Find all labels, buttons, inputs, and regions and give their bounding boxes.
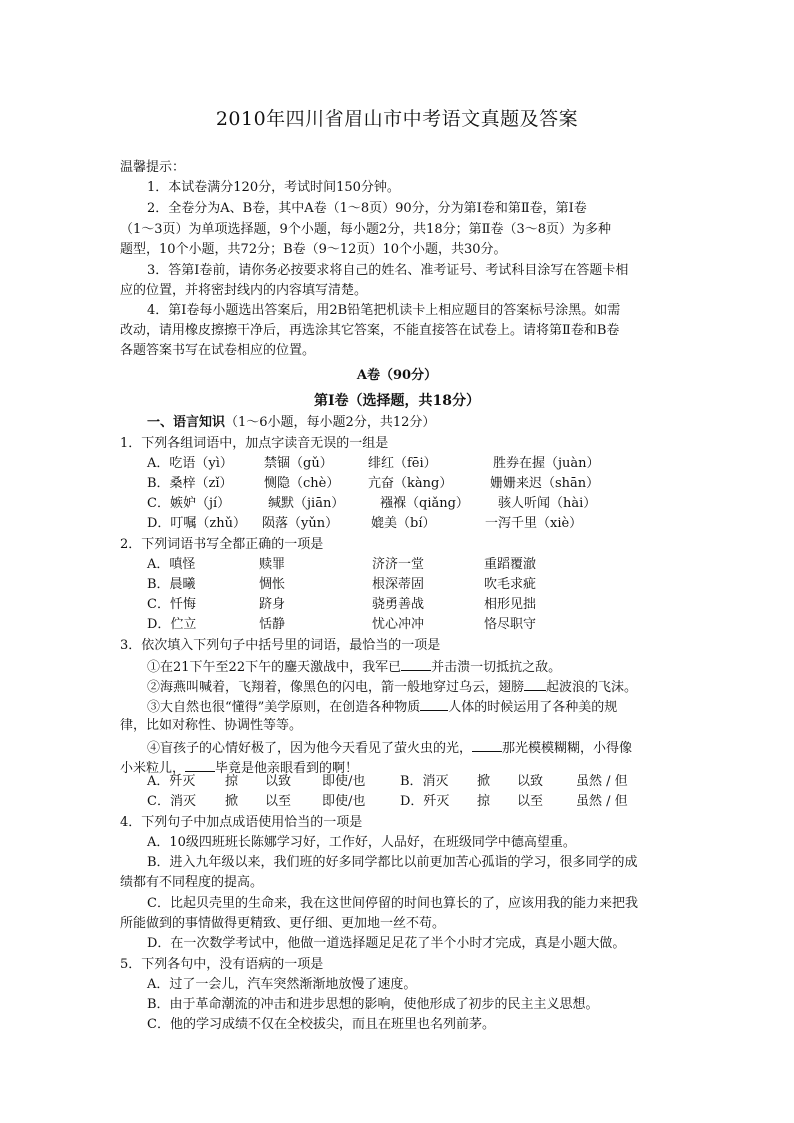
sentence-text: 人体的时候运用了各种美的规 <box>448 700 618 715</box>
sentence-text: 小米粒儿， <box>120 761 186 776</box>
q4-option-c: C．比起贝壳里的生命来，我在这世间停留的时间也算长的了，应该用我的能力来把我 <box>147 896 638 911</box>
subheading-bold: 一、语言知识 <box>147 415 226 430</box>
q2-option-a: A．嗔怪 <box>147 557 196 572</box>
fill-blank <box>524 676 546 691</box>
subheading-rest: （1～6小题，每小题2分，共12分） <box>225 415 436 430</box>
section-a-heading: A卷（90分） <box>356 368 438 383</box>
sentence-text: 起波浪的飞沫。 <box>546 680 638 695</box>
question-2-stem: 2．下列词语书写全都正确的一项是 <box>120 537 324 552</box>
q2-word: 骁勇善战 <box>372 597 425 612</box>
notice-line: 1．本试卷满分120分，考试时间150分钟。 <box>147 180 400 195</box>
q1-word: 陨落（yǔn） <box>262 516 339 531</box>
q1-word: 绯红（fēi） <box>368 456 437 471</box>
q1-word: 襁褓（qiǎng） <box>380 496 469 511</box>
question-3-stem: 3．依次填入下列句子中括号里的词语，最恰当的一项是 <box>120 638 441 653</box>
fill-blank <box>185 757 215 772</box>
q3-word: 掀 <box>477 774 491 789</box>
page-title: 2010年四川省眉山市中考语文真题及答案 <box>215 108 579 130</box>
q2-word: 根深蒂固 <box>372 577 425 592</box>
q3-word: 虽然 / 但 <box>576 774 628 789</box>
sentence-text: 并击溃一切抵抗之敌。 <box>431 660 562 675</box>
q4-option-d: D．在一次数学考试中，他做一道选择题足足花了半个小时才完成，真是小题大做。 <box>147 936 626 951</box>
q3-sentence-1 <box>147 656 561 678</box>
q2-word: 恪尽职守 <box>484 617 537 632</box>
notice-line: 改动，请用橡皮擦擦干净后，再选涂其它答案，不能直接答在试卷上。请将第Ⅱ卷和B卷 <box>120 323 620 338</box>
fill-blank <box>472 737 502 752</box>
q2-option-c: C．忏悔 <box>147 597 196 612</box>
q3-word: 即使/也 <box>322 794 366 809</box>
question-5-stem: 5．下列各句中，没有语病的一项是 <box>120 957 324 972</box>
q1-word: 一泻千里（xiè） <box>485 516 583 531</box>
notice-line: （1～3页）为单项选择题，9个小题，每小题2分，共18分；第Ⅱ卷（3～8页）为多种 <box>120 222 612 237</box>
sentence-text: ①在21下午至22下午的鏖天激战中，我军已 <box>147 660 402 675</box>
sentence-text: 毕竟是他亲眼看到的啊！ <box>215 761 359 776</box>
q1-option-c: C．嫉妒（jí） <box>147 496 231 511</box>
question-1-stem: 1．下列各组词语中，加点字读音无误的一组是 <box>120 436 389 451</box>
q2-word: 恬静 <box>259 617 286 632</box>
q2-word: 赎罪 <box>259 557 286 572</box>
q3-word: 即使/也 <box>322 774 366 789</box>
q2-option-d: D．伫立 <box>147 617 197 632</box>
q3-word: 以至 <box>517 794 544 809</box>
q1-word: 缄默（jiān） <box>268 496 345 511</box>
sentence-text: ②海燕叫喊着，飞翔着，像黑色的闪电，箭一般地穿过乌云，翅膀 <box>147 680 525 695</box>
part1-heading: 第Ⅰ卷（选择题，共18分） <box>313 393 481 409</box>
q3-option-d: D．歼灭 <box>400 794 450 809</box>
q3-word: 掠 <box>477 794 491 809</box>
q2-word: 惆怅 <box>259 577 286 592</box>
q2-word: 重蹈覆澈 <box>484 557 537 572</box>
notice-line: 3．答第Ⅰ卷前，请你务必按要求将自己的姓名、准考证号、考试科目涂写在答题卡相 <box>147 263 629 278</box>
q1-word: 亢奋（kàng） <box>368 476 453 491</box>
q1-word: 恻隐（chè） <box>264 476 340 491</box>
q5-option-b: B．由于革命潮流的冲击和进步思想的影响，使他形成了初步的民主主义思想。 <box>147 997 599 1012</box>
q3-sentence-3-cont: 律，比如对称性、协调性等等。 <box>120 718 303 733</box>
q1-word: 胜券在握（juàn） <box>493 456 600 471</box>
q1-option-a: A．吃语（yì） <box>147 456 233 471</box>
q2-word: 忧心冲冲 <box>372 617 425 632</box>
q1-option-d: D．叮嘱（zhǔ） <box>147 516 247 531</box>
q4-option-b: B．进入九年级以来，我们班的好多同学都比以前更加苦心孤诣的学习，很多同学的成 <box>147 855 638 870</box>
fill-blank <box>420 696 448 711</box>
q3-word: 掠 <box>225 774 239 789</box>
part1-subheading <box>147 413 435 433</box>
notice-label: 温馨提示： <box>120 160 186 175</box>
q2-word: 济济一堂 <box>372 557 425 572</box>
q3-word: 以致 <box>517 774 544 789</box>
notice-line: 题型，10个小题，共72分；B卷（9～12页）10个小题，共30分。 <box>120 242 507 257</box>
q1-word: 媲美（bí） <box>371 516 436 531</box>
notice-line: 各题答案书写在试卷相应的位置。 <box>120 343 316 358</box>
q3-sentence-4 <box>147 737 632 759</box>
q3-option-b: B．消灭 <box>400 774 449 789</box>
q5-option-c: C．他的学习成绩不仅在全校拔尖，而且在班里也名列前茅。 <box>147 1017 495 1032</box>
q1-option-b: B．桑梓（zǐ） <box>147 476 233 491</box>
q1-word: 骇人听闻（hài） <box>498 496 597 511</box>
q3-word: 掀 <box>225 794 239 809</box>
question-4-stem: 4．下列句子中加点成语使用恰当的一项是 <box>120 815 363 830</box>
sentence-text: ③大自然也很“懂得”美学原则，在创造各种物质 <box>147 700 421 715</box>
q4-option-c-cont: 所能做到的事情做得更精致、更仔细、更加地一丝不苟。 <box>120 916 446 931</box>
q2-option-b: B．晨曦 <box>147 577 196 592</box>
q1-word: 姗姗来迟（shān） <box>490 476 600 491</box>
q3-option-a: A．歼灭 <box>147 774 196 789</box>
q3-word: 以至 <box>265 794 292 809</box>
sentence-text: ④盲孩子的心情好极了，因为他今天看见了萤火虫的光， <box>147 741 473 756</box>
q5-option-a: A．过了一会儿，汽车突然渐渐地放慢了速度。 <box>147 977 417 992</box>
notice-line: 应的位置，并将密封线内的内容填写清楚。 <box>120 283 368 298</box>
q2-word: 相形见拙 <box>484 597 537 612</box>
q4-option-b-cont: 绩都有不同程度的提高。 <box>120 875 264 890</box>
notice-line: 4．第Ⅰ卷每小题选出答案后，用2B铅笔把机读卡上相应题目的答案标号涂黑。如需 <box>147 303 621 318</box>
fill-blank <box>401 656 431 671</box>
q3-option-c: C．消灭 <box>147 794 196 809</box>
sentence-text: 那光模模糊糊，小得像 <box>502 741 633 756</box>
q2-word: 吹毛求疵 <box>484 577 537 592</box>
q1-word: 禁锢（gǔ） <box>264 456 333 471</box>
q3-word: 以致 <box>265 774 292 789</box>
q3-sentence-3 <box>147 696 617 718</box>
q3-word: 虽然 / 但 <box>576 794 628 809</box>
q4-option-a: A．10级四班班长陈娜学习好，工作好，人品好，在班级同学中德高望重。 <box>147 835 576 850</box>
q2-word: 跻身 <box>259 597 286 612</box>
q3-sentence-2 <box>147 676 637 698</box>
notice-line: 2．全卷分为A、B卷，其中A卷（1～8页）90分，分为第Ⅰ卷和第Ⅱ卷，第Ⅰ卷 <box>147 201 587 216</box>
